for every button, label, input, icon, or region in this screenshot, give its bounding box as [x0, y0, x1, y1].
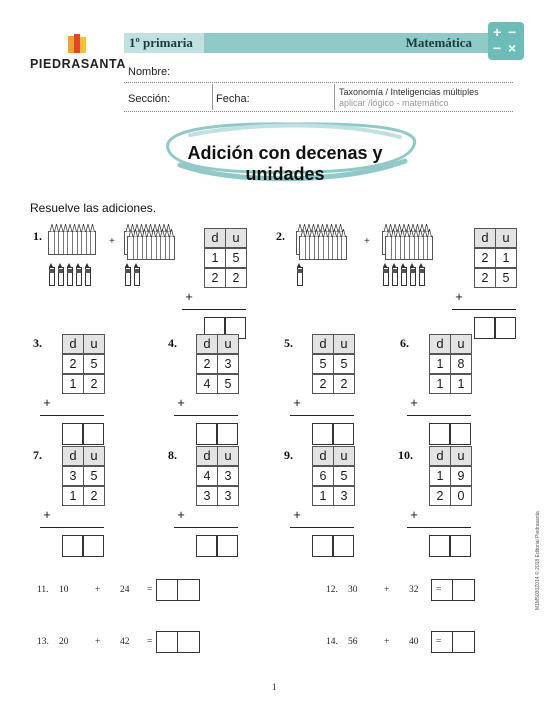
crayon-divider: [86, 232, 87, 254]
units-header: u: [217, 334, 239, 354]
crayon-icon: [125, 263, 130, 285]
units-digit: 8: [450, 354, 472, 374]
units-digit: 5: [333, 354, 355, 374]
equals-sign: =: [436, 585, 442, 595]
taxonomy-values: aplicar /lógico - matemático: [339, 98, 449, 108]
units-digit: 0: [450, 486, 472, 506]
grade-subject-bar: [124, 33, 488, 53]
crayon-divider: [160, 237, 161, 259]
tens-digit: 4: [196, 374, 218, 394]
place-value-table: [452, 228, 516, 344]
equals-sign: =: [147, 637, 153, 647]
crayon-icon: [58, 263, 63, 285]
tens-digit: 1: [429, 374, 451, 394]
tens-header: d: [204, 228, 226, 248]
crayon-divider: [400, 237, 401, 259]
second-addend: 42: [120, 637, 130, 647]
place-value-table: [407, 446, 471, 562]
units-header: u: [450, 446, 472, 466]
place-value-table: [174, 334, 238, 450]
crayon-divider: [395, 237, 396, 259]
plus-sign: +: [185, 289, 193, 304]
plus-sign: +: [95, 585, 101, 595]
units-digit: 5: [495, 268, 517, 288]
sum-line: [290, 527, 354, 528]
plus-sign: +: [384, 637, 390, 647]
crayon-divider: [314, 237, 315, 259]
answer-tens-box[interactable]: [312, 535, 333, 557]
crayon-tips-icon: [300, 229, 346, 237]
tens-digit: 1: [62, 486, 84, 506]
tens-digit: 1: [429, 466, 451, 486]
exercise-number: 2.: [276, 229, 285, 243]
crayon-band: [392, 269, 397, 273]
crayon-icon: [49, 263, 54, 285]
units-header: u: [83, 446, 105, 466]
units-digit: 1: [450, 374, 472, 394]
crayon-band: [410, 269, 415, 273]
crayon-band: [134, 269, 139, 273]
crayon-divider: [409, 237, 410, 259]
sum-line: [40, 527, 104, 528]
units-digit: 2: [83, 374, 105, 394]
answer-tens-box[interactable]: [429, 535, 450, 557]
units-digit: 3: [217, 466, 239, 486]
exercise-number: 11.: [37, 585, 49, 595]
crayon-divider: [58, 232, 59, 254]
crayon-divider: [404, 237, 405, 259]
exercise-number: 5.: [284, 336, 293, 350]
math-operations-icon: + − − ×: [488, 22, 524, 60]
plus-sign: +: [43, 395, 51, 410]
name-label: Nombre:: [128, 66, 171, 78]
grade-cell: [124, 33, 204, 53]
answer-tens-box[interactable]: [62, 423, 83, 445]
crayon-divider: [309, 237, 310, 259]
units-digit: 5: [333, 466, 355, 486]
tens-digit: 1: [312, 486, 334, 506]
exercise-number: 13.: [37, 637, 49, 647]
units-digit: 3: [217, 486, 239, 506]
first-addend: 56: [348, 637, 358, 647]
answer-box[interactable]: [431, 579, 475, 601]
units-digit: 2: [333, 374, 355, 394]
units-digit: 5: [217, 374, 239, 394]
answer-box-divider: [452, 632, 453, 652]
units-digit: 3: [333, 486, 355, 506]
crayon-divider: [137, 237, 138, 259]
tens-header: d: [312, 334, 334, 354]
place-value-table: [40, 446, 104, 562]
taxonomy-label: Taxonomía / Inteligencias múltiples: [339, 87, 479, 97]
crayon-icon: [392, 263, 397, 285]
plus-sign: +: [177, 507, 185, 522]
units-digit: 2: [225, 268, 247, 288]
tens-header: d: [429, 446, 451, 466]
plus-sign: +: [455, 289, 463, 304]
place-value-table: [174, 446, 238, 562]
sum-line: [182, 309, 246, 310]
crayon-icon: [401, 263, 406, 285]
crayon-divider: [133, 237, 134, 259]
tens-digit: 2: [312, 374, 334, 394]
crayon-divider: [165, 237, 166, 259]
tens-digit: 2: [474, 268, 496, 288]
divider: [124, 111, 513, 112]
answer-tens-box[interactable]: [62, 535, 83, 557]
crayon-divider: [142, 237, 143, 259]
tens-header: d: [474, 228, 496, 248]
divider: [212, 84, 213, 110]
tens-digit: 1: [429, 354, 451, 374]
crayon-divider: [81, 232, 82, 254]
crayon-band: [401, 269, 406, 273]
units-header: u: [333, 446, 355, 466]
exercise-number: 12.: [326, 585, 338, 595]
crayon-icon: [297, 263, 302, 285]
units-header: u: [225, 228, 247, 248]
plus-sign: +: [293, 507, 301, 522]
tens-digit: 6: [312, 466, 334, 486]
crayon-icon: [383, 263, 388, 285]
page-title: Adición con decenas y unidades: [187, 143, 383, 184]
answer-box[interactable]: [156, 579, 200, 601]
first-addend: 30: [348, 585, 358, 595]
crayon-band: [419, 269, 424, 273]
units-digit: 5: [83, 466, 105, 486]
exercise-number: 8.: [168, 448, 177, 462]
crayon-icon: [67, 263, 72, 285]
plus-sign: +: [410, 507, 418, 522]
divider: [334, 84, 335, 110]
units-header: u: [217, 446, 239, 466]
units-header: u: [333, 334, 355, 354]
units-header: u: [495, 228, 517, 248]
crayon-divider: [332, 237, 333, 259]
crayon-tips-icon: [128, 229, 174, 237]
crayon-band: [85, 269, 90, 273]
logo-icon: [66, 33, 88, 55]
answer-tens-box[interactable]: [474, 317, 495, 339]
plus-sign: +: [109, 236, 115, 247]
place-value-table: [290, 334, 354, 450]
tens-digit: 3: [196, 486, 218, 506]
sum-line: [407, 527, 471, 528]
exercise-number: 6.: [400, 336, 409, 350]
first-addend: 20: [59, 637, 69, 647]
crayon-icon: [76, 263, 81, 285]
crayon-pack-of-ten: [385, 236, 433, 260]
units-digit: 2: [83, 486, 105, 506]
answer-units-box[interactable]: [450, 535, 471, 557]
tens-digit: 2: [429, 486, 451, 506]
exercise-number: 7.: [33, 448, 42, 462]
crayon-divider: [414, 237, 415, 259]
tens-digit: 3: [62, 466, 84, 486]
page-number: 1: [272, 682, 277, 692]
answer-units-box[interactable]: [83, 423, 104, 445]
plus-sign: +: [95, 637, 101, 647]
answer-tens-box[interactable]: [196, 423, 217, 445]
crayon-divider: [427, 237, 428, 259]
tens-header: d: [196, 334, 218, 354]
sum-line: [407, 415, 471, 416]
crayon-divider: [77, 232, 78, 254]
crayon-band: [297, 269, 302, 273]
tens-header: d: [312, 446, 334, 466]
crayon-divider: [423, 237, 424, 259]
crayon-band: [125, 269, 130, 273]
equals-sign: =: [147, 585, 153, 595]
units-digit: 3: [217, 354, 239, 374]
plus-sign: +: [293, 395, 301, 410]
tens-header: d: [62, 446, 84, 466]
tens-digit: 2: [62, 354, 84, 374]
crayon-band: [76, 269, 81, 273]
exercise-number: 3.: [33, 336, 42, 350]
crayon-divider: [151, 237, 152, 259]
exercise-number: 10.: [398, 448, 413, 462]
crayon-divider: [323, 237, 324, 259]
units-header: u: [450, 334, 472, 354]
tens-digit: 2: [204, 268, 226, 288]
crayon-divider: [54, 232, 55, 254]
crayon-pack-of-ten: [48, 231, 96, 255]
first-addend: 10: [59, 585, 69, 595]
place-value-table: [182, 228, 246, 344]
grade-label: 1º primaria: [129, 35, 193, 50]
answer-tens-box[interactable]: [312, 423, 333, 445]
answer-units-box[interactable]: [450, 423, 471, 445]
crayon-band: [383, 269, 388, 273]
exercise-number: 14.: [326, 637, 338, 647]
second-addend: 32: [409, 585, 419, 595]
tens-digit: 5: [312, 354, 334, 374]
crayon-band: [49, 269, 54, 273]
crayon-divider: [146, 237, 147, 259]
section-label: Sección:: [128, 93, 171, 105]
crayon-divider: [318, 237, 319, 259]
subject-label: Matemática: [405, 35, 472, 50]
tens-digit: 1: [62, 374, 84, 394]
plus-sign: +: [384, 585, 390, 595]
answer-units-box[interactable]: [217, 423, 238, 445]
answer-tens-box[interactable]: [429, 423, 450, 445]
instructions: Resuelve las adiciones.: [30, 201, 157, 215]
tens-digit: 4: [196, 466, 218, 486]
crayon-pack-of-ten: [127, 236, 175, 260]
tens-digit: 2: [474, 248, 496, 268]
units-digit: 5: [83, 354, 105, 374]
side-code: M1M5030Z014 © 2018 Editorial Piedrasanta: [535, 511, 541, 610]
place-value-table: [290, 446, 354, 562]
answer-box-divider: [177, 632, 178, 652]
logo-text: PIEDRASANTA: [30, 57, 126, 71]
place-value-table: [407, 334, 471, 450]
crayon-divider: [169, 237, 170, 259]
answer-units-box[interactable]: [495, 317, 516, 339]
answer-units-box[interactable]: [333, 423, 354, 445]
answer-units-box[interactable]: [333, 535, 354, 557]
crayon-divider: [156, 237, 157, 259]
crayon-band: [67, 269, 72, 273]
tens-digit: 1: [204, 248, 226, 268]
crayon-divider: [63, 232, 64, 254]
crayon-pack-of-ten: [299, 236, 347, 260]
crayon-tips-icon: [49, 224, 95, 232]
exercise-number: 9.: [284, 448, 293, 462]
plus-sign: +: [43, 507, 51, 522]
crayon-divider: [305, 237, 306, 259]
answer-tens-box[interactable]: [196, 535, 217, 557]
answer-units-box[interactable]: [83, 535, 104, 557]
sum-line: [40, 415, 104, 416]
equals-sign: =: [436, 637, 442, 647]
units-digit: 9: [450, 466, 472, 486]
second-addend: 24: [120, 585, 130, 595]
crayon-divider: [328, 237, 329, 259]
crayon-icon: [419, 263, 424, 285]
crayon-icon: [134, 263, 139, 285]
plus-sign: +: [177, 395, 185, 410]
crayon-divider: [337, 237, 338, 259]
exercise-number: 1.: [33, 229, 42, 243]
crayon-divider: [391, 237, 392, 259]
units-digit: 1: [495, 248, 517, 268]
tens-header: d: [62, 334, 84, 354]
sum-line: [174, 415, 238, 416]
sum-line: [290, 415, 354, 416]
crayon-divider: [72, 232, 73, 254]
plus-sign: +: [364, 236, 370, 247]
units-header: u: [83, 334, 105, 354]
crayon-icon: [410, 263, 415, 285]
place-value-table: [40, 334, 104, 450]
crayon-tips-icon: [386, 229, 432, 237]
tens-header: d: [196, 446, 218, 466]
answer-box-divider: [452, 580, 453, 600]
answer-units-box[interactable]: [217, 535, 238, 557]
crayon-band: [58, 269, 63, 273]
second-addend: 40: [409, 637, 419, 647]
tens-header: d: [429, 334, 451, 354]
crayon-divider: [418, 237, 419, 259]
answer-box[interactable]: [431, 631, 475, 653]
date-label: Fecha:: [216, 93, 250, 105]
tens-digit: 2: [196, 354, 218, 374]
crayon-divider: [67, 232, 68, 254]
crayon-icon: [85, 263, 90, 285]
plus-sign: +: [410, 395, 418, 410]
crayon-divider: [90, 232, 91, 254]
sum-line: [452, 309, 516, 310]
answer-box-divider: [177, 580, 178, 600]
divider: [124, 82, 513, 83]
crayon-divider: [341, 237, 342, 259]
units-digit: 5: [225, 248, 247, 268]
exercise-number: 4.: [168, 336, 177, 350]
sum-line: [174, 527, 238, 528]
answer-box[interactable]: [156, 631, 200, 653]
